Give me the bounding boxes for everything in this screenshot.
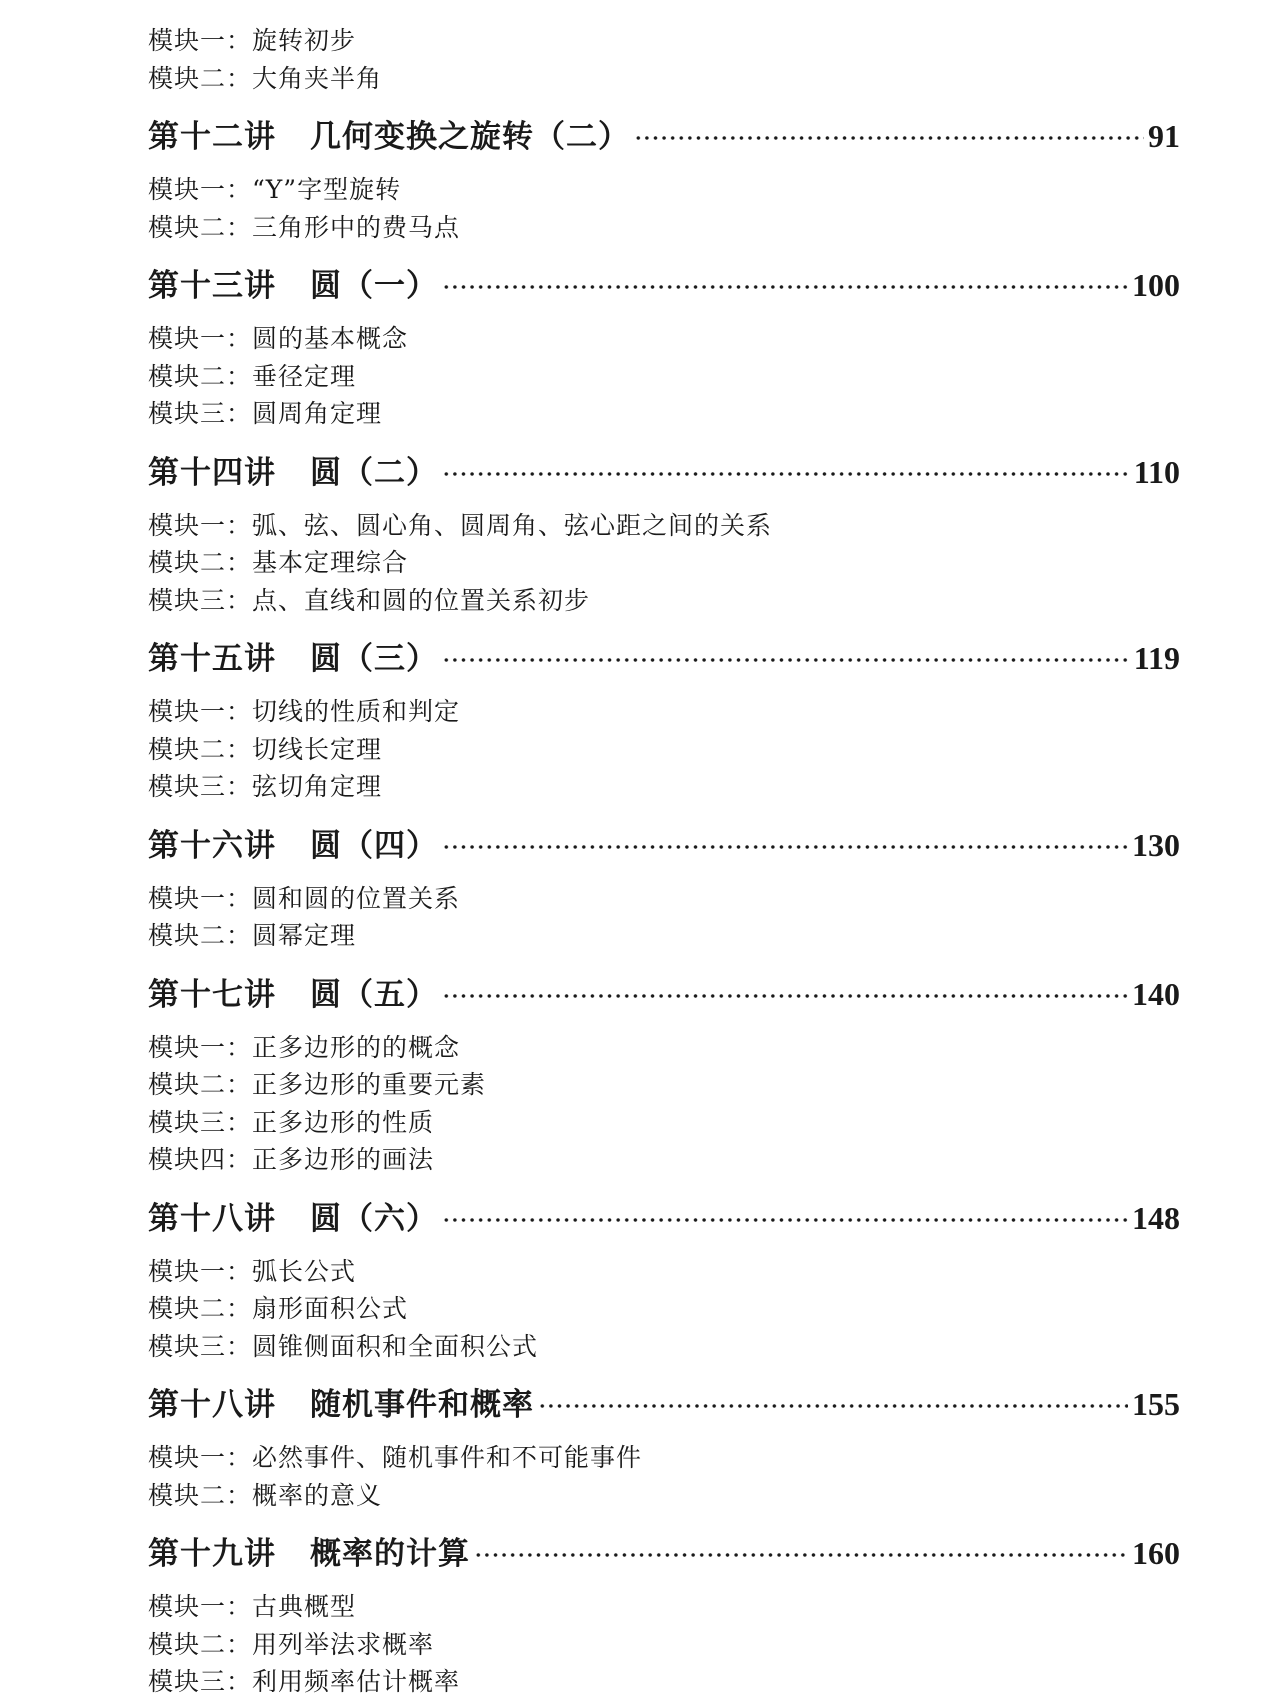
page-number: 160: [1132, 1535, 1180, 1571]
module-entry: 模块三：弦切角定理: [148, 772, 383, 801]
lecture-title: 随机事件和概率: [310, 1387, 534, 1423]
page-number: 119: [1133, 640, 1180, 676]
module-entry: 模块三：正多边形的性质: [148, 1107, 435, 1137]
module-entry: 模块二：大角夹半角: [148, 63, 383, 93]
module-entry: 模块一：正多边形的的概念: [148, 1032, 461, 1062]
lecture-title: 概率的计算: [310, 1536, 470, 1572]
lecture-number: 第十八讲: [148, 1387, 276, 1423]
module-entry: 模块三：圆周角定理: [148, 399, 383, 428]
module-entry: 模块一：圆的基本概念: [148, 324, 409, 353]
lecture-entry[interactable]: [148, 252, 1180, 318]
lecture-title: 几何变换之旋转（二）: [310, 119, 630, 155]
dot-leader: [474, 1553, 1128, 1557]
lecture-number: 第十六讲: [148, 827, 276, 864]
lecture-entry[interactable]: [148, 1185, 1180, 1251]
module-entry: 模块二：圆幂定理: [148, 921, 357, 950]
lecture-number: 第十三讲: [148, 268, 276, 304]
module-entry: 模块一：圆和圆的位置关系: [148, 883, 461, 913]
lecture-entry[interactable]: [148, 103, 1180, 169]
module-entry: 模块三：利用频率估计概率: [148, 1667, 461, 1696]
page-number: 110: [1133, 453, 1180, 490]
module-entry: 模块一：切线的性质和判定: [148, 697, 461, 726]
lecture-title: 圆（一）: [310, 268, 438, 304]
page-number: 130: [1132, 826, 1180, 863]
module-entry: 模块一：旋转初步: [148, 26, 357, 55]
lecture-entry[interactable]: [148, 961, 1180, 1027]
table-of-contents: [148, 22, 1180, 1701]
lecture-title: 圆（三）: [310, 641, 438, 677]
lecture-title: 圆（四）: [310, 827, 438, 864]
lecture-entry[interactable]: [148, 439, 1180, 505]
module-entry: 模块三：点、直线和圆的位置关系初步: [148, 585, 591, 615]
lecture-number: 第十四讲: [148, 454, 276, 491]
dot-leader: [442, 994, 1128, 998]
dot-leader: [442, 658, 1130, 662]
page-number: 91: [1148, 118, 1180, 154]
dot-leader: [442, 285, 1128, 289]
lecture-number: 第十五讲: [148, 641, 276, 677]
module-entry: 模块一：弧、弦、圆心角、圆周角、弦心距之间的关系: [148, 510, 773, 540]
module-entry: 模块一：“Y”字型旋转: [148, 175, 402, 204]
module-entry: 模块二：用列举法求概率: [148, 1629, 435, 1659]
lecture-title: 圆（六）: [310, 1200, 438, 1237]
module-entry: 模块二：扇形面积公式: [148, 1294, 409, 1323]
module-entry: 模块二：垂径定理: [148, 361, 357, 391]
lecture-number: 第十二讲: [148, 119, 276, 155]
dot-leader: [634, 136, 1144, 140]
lecture-entry[interactable]: [148, 812, 1180, 878]
module-entry: 模块三：圆锥侧面积和全面积公式: [148, 1331, 539, 1361]
dot-leader: [442, 845, 1128, 849]
module-entry: 模块一：古典概型: [148, 1592, 357, 1621]
module-entry: 模块二：概率的意义: [148, 1480, 383, 1510]
dot-leader: [442, 1218, 1128, 1222]
lecture-entry[interactable]: [148, 625, 1180, 691]
module-entry: 模块二：三角形中的费马点: [148, 212, 461, 242]
lecture-title: 圆（五）: [310, 976, 438, 1013]
module-entry: 模块一：必然事件、随机事件和不可能事件: [148, 1443, 643, 1472]
lecture-number: 第十八讲: [148, 1200, 276, 1237]
dot-leader: [442, 472, 1130, 476]
page-number: 155: [1132, 1386, 1180, 1422]
page-number: 100: [1132, 267, 1180, 303]
page-number: 140: [1132, 975, 1180, 1012]
module-entry: 模块二：基本定理综合: [148, 548, 409, 577]
module-entry: 模块一：弧长公式: [148, 1256, 357, 1286]
lecture-entry[interactable]: [148, 1520, 1180, 1586]
module-entry: 模块二：正多边形的重要元素: [148, 1070, 487, 1099]
lecture-title: 圆（二）: [310, 454, 438, 491]
module-entry: 模块二：切线长定理: [148, 734, 383, 764]
lecture-number: 第十七讲: [148, 976, 276, 1013]
dot-leader: [538, 1404, 1128, 1408]
lecture-entry[interactable]: [148, 1371, 1180, 1437]
module-entry: 模块四：正多边形的画法: [148, 1145, 435, 1174]
page-number: 148: [1132, 1199, 1180, 1236]
lecture-number: 第十九讲: [148, 1536, 276, 1572]
